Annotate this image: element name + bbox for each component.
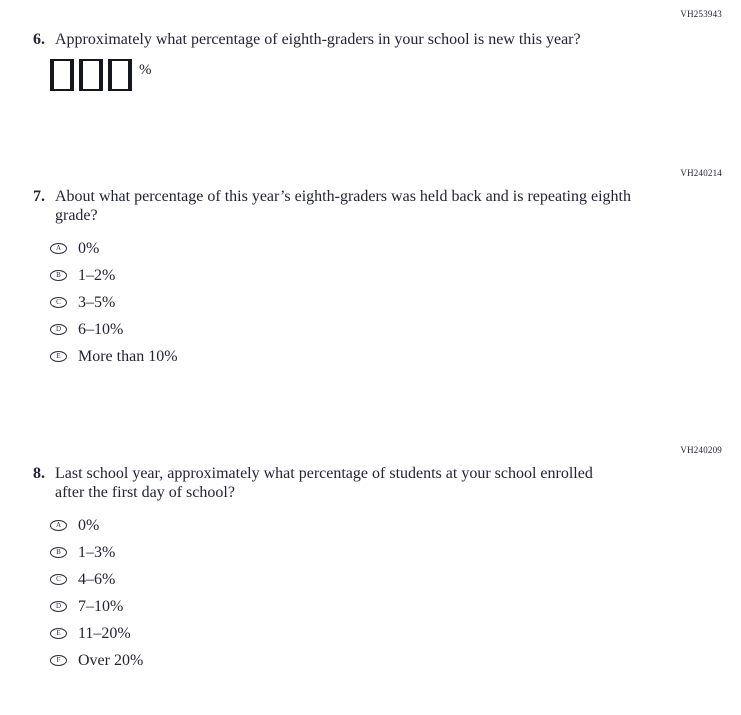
- question-6-answer-boxes: [50, 59, 152, 91]
- question-8-code: VH240209: [680, 445, 722, 455]
- answer-bubble-icon[interactable]: [50, 574, 67, 585]
- bubble-letter: B: [56, 271, 61, 279]
- question-8: [33, 464, 615, 502]
- bubble-letter: C: [56, 575, 61, 583]
- bubble-letter: D: [55, 325, 62, 333]
- question-7: [33, 187, 655, 225]
- question-8-options: [50, 512, 143, 674]
- percent-sign: %: [139, 62, 152, 78]
- answer-bubble-icon[interactable]: [50, 324, 67, 335]
- option-row: [50, 316, 178, 343]
- answer-bubble-icon[interactable]: [50, 547, 67, 558]
- option-row: [50, 343, 178, 370]
- bubble-letter: F: [56, 656, 61, 664]
- bubble-letter: A: [55, 244, 62, 252]
- option-label: 7–10%: [78, 597, 124, 615]
- question-6: [33, 30, 581, 49]
- option-label: More than 10%: [78, 347, 178, 365]
- option-row: [50, 289, 178, 316]
- option-label: 11–20%: [78, 624, 131, 642]
- answer-bubble-icon[interactable]: [50, 655, 67, 666]
- bubble-letter: E: [56, 629, 61, 637]
- question-8-text: Last school year, approximately what percentage of students at your school enrolled after the first day of school?: [55, 465, 593, 502]
- option-row: [50, 593, 143, 620]
- bubble-letter: A: [55, 521, 62, 529]
- answer-bubble-icon[interactable]: [50, 351, 67, 362]
- bubble-letter: E: [56, 352, 61, 360]
- answer-bubble-icon[interactable]: [50, 628, 67, 639]
- option-row: [50, 512, 143, 539]
- answer-bubble-icon[interactable]: [50, 243, 67, 254]
- option-row: [50, 566, 143, 593]
- option-row: [50, 539, 143, 566]
- question-7-number: 7.: [33, 188, 45, 205]
- digit-box-1[interactable]: [50, 59, 74, 91]
- question-7-options: [50, 235, 178, 370]
- option-row: [50, 647, 143, 674]
- option-row: [50, 235, 178, 262]
- option-label: 6–10%: [78, 320, 124, 338]
- answer-bubble-icon[interactable]: [50, 297, 67, 308]
- answer-bubble-icon[interactable]: [50, 601, 67, 612]
- digit-box-2[interactable]: [79, 59, 103, 91]
- option-row: [50, 620, 143, 647]
- option-label: 0%: [78, 239, 100, 257]
- question-8-number: 8.: [33, 465, 45, 482]
- question-6-code: VH253943: [680, 9, 722, 19]
- option-label: 1–3%: [78, 543, 116, 561]
- option-label: 0%: [78, 516, 100, 534]
- bubble-letter: B: [56, 548, 61, 556]
- option-row: [50, 262, 178, 289]
- question-6-text: Approximately what percentage of eighth-graders in your school is new this year?: [55, 31, 581, 48]
- answer-bubble-icon[interactable]: [50, 520, 67, 531]
- option-label: 4–6%: [78, 570, 116, 588]
- option-label: 1–2%: [78, 266, 116, 284]
- option-label: Over 20%: [78, 651, 144, 669]
- bubble-letter: C: [56, 298, 61, 306]
- question-6-number: 6.: [33, 31, 45, 48]
- option-label: 3–5%: [78, 293, 116, 311]
- digit-box-3[interactable]: [108, 59, 132, 91]
- question-7-text: About what percentage of this year’s eighth-graders was held back and is repeating eighth grade?: [55, 188, 631, 225]
- answer-bubble-icon[interactable]: [50, 270, 67, 281]
- question-7-code: VH240214: [680, 168, 722, 178]
- bubble-letter: D: [55, 602, 62, 610]
